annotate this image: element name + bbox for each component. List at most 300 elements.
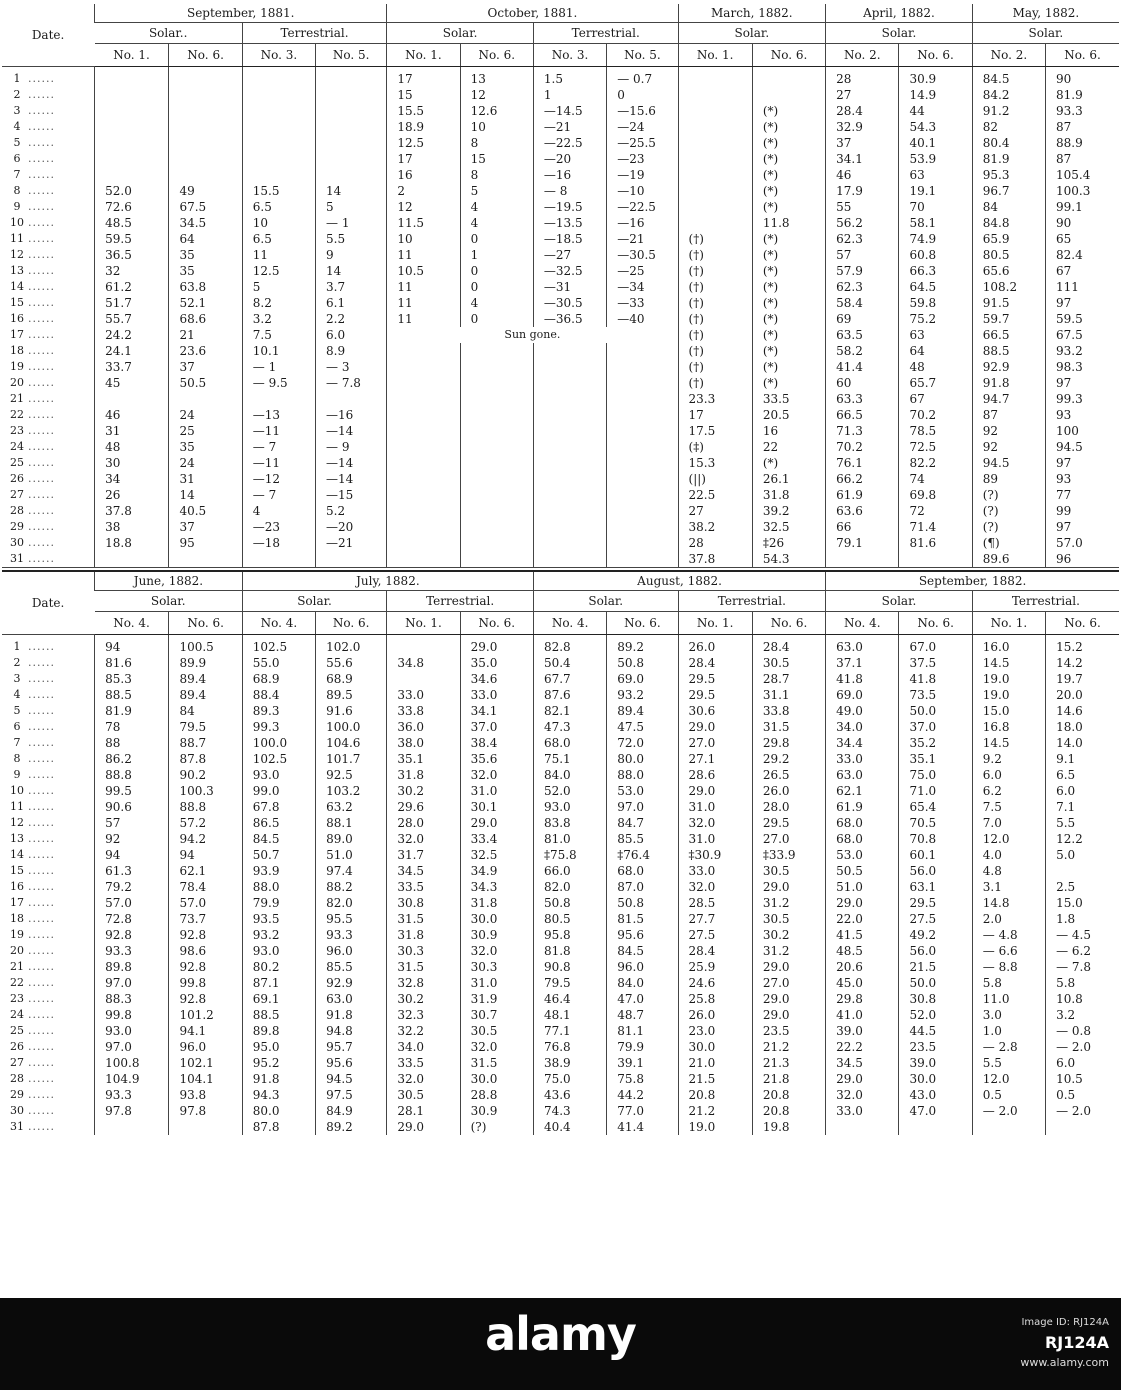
value-cell: [607, 391, 678, 407]
value-cell: 85.5: [607, 831, 678, 847]
value-cell: 41.0: [826, 1007, 899, 1023]
value-cell: [242, 67, 315, 88]
value-cell: —19: [607, 167, 678, 183]
day-number: 22: [10, 408, 24, 421]
value-cell: 84: [972, 199, 1045, 215]
value-cell: 77.0: [607, 1103, 678, 1119]
value-cell: [387, 343, 460, 359]
value-cell: 67.0: [899, 635, 972, 656]
value-cell: 12.0: [972, 831, 1045, 847]
value-cell: 93: [1046, 407, 1119, 423]
date-cell: 9 ......: [2, 767, 95, 783]
value-cell: 30.0: [460, 911, 533, 927]
value-cell: 27.1: [678, 751, 752, 767]
value-cell: (?): [972, 519, 1045, 535]
month-header: August, 1882.: [533, 571, 825, 591]
month-header: July, 1882.: [242, 571, 533, 591]
value-cell: [460, 519, 533, 535]
value-cell: — 2.8: [972, 1039, 1045, 1055]
value-cell: 30.8: [899, 991, 972, 1007]
value-cell: 48.5: [826, 943, 899, 959]
value-cell: ‡26: [752, 535, 825, 551]
value-cell: 10: [460, 119, 533, 135]
value-cell: 91.2: [972, 103, 1045, 119]
value-cell: 63.6: [826, 503, 899, 519]
value-cell: 20.8: [752, 1103, 825, 1119]
table-row: [2, 359, 1119, 375]
value-cell: 31.8: [387, 927, 460, 943]
value-cell: 90: [1046, 215, 1119, 231]
value-cell: —16: [533, 167, 606, 183]
value-cell: 19.0: [972, 687, 1045, 703]
date-cell: 27 ......: [2, 487, 95, 503]
table-row: [2, 879, 1119, 895]
table-row: [2, 551, 1119, 568]
value-cell: — 6.6: [972, 943, 1045, 959]
value-cell: [533, 391, 606, 407]
value-cell: 39.1: [607, 1055, 678, 1071]
value-cell: 57.0: [169, 895, 242, 911]
value-cell: ‡75.8: [533, 847, 606, 863]
value-cell: 52.0: [95, 183, 169, 199]
table-row: [2, 183, 1119, 199]
value-cell: 15.0: [972, 703, 1045, 719]
value-cell: 32.5: [460, 847, 533, 863]
value-cell: 33.8: [752, 703, 825, 719]
value-cell: 33.0: [678, 863, 752, 879]
value-cell: — 4.8: [972, 927, 1045, 943]
value-cell: (†): [678, 311, 752, 327]
value-cell: 99.0: [242, 783, 315, 799]
value-cell: 67: [899, 391, 972, 407]
table-row: [2, 831, 1119, 847]
value-cell: [387, 439, 460, 455]
table-row: [2, 735, 1119, 751]
value-cell: 92.8: [95, 927, 169, 943]
value-cell: 11.8: [752, 215, 825, 231]
table-row: [2, 635, 1119, 656]
value-cell: 0: [460, 311, 533, 327]
value-cell: 41.4: [607, 1119, 678, 1135]
date-cell: 29 ......: [2, 519, 95, 535]
value-cell: 47.0: [899, 1103, 972, 1119]
value-cell: 88.7: [169, 735, 242, 751]
value-cell: 97.5: [316, 1087, 387, 1103]
value-cell: 31.2: [752, 895, 825, 911]
value-cell: 93.3: [316, 927, 387, 943]
value-cell: 18.8: [95, 535, 169, 551]
value-cell: 89.6: [972, 551, 1045, 568]
value-cell: 35.2: [899, 735, 972, 751]
value-cell: 8: [460, 167, 533, 183]
value-cell: [678, 87, 752, 103]
value-cell: 75.1: [533, 751, 606, 767]
value-cell: 29.0: [752, 959, 825, 975]
value-cell: 1.0: [972, 1023, 1045, 1039]
value-cell: 2.5: [1046, 879, 1119, 895]
value-cell: 15.3: [678, 455, 752, 471]
value-cell: 93.9: [242, 863, 315, 879]
day-number: 19: [10, 928, 24, 941]
value-cell: 90.2: [169, 767, 242, 783]
value-cell: 9: [316, 247, 387, 263]
day-number: 17: [10, 896, 24, 909]
value-cell: 32.3: [387, 1007, 460, 1023]
column-header: No. 6.: [752, 612, 825, 635]
value-cell: 75.8: [607, 1071, 678, 1087]
value-cell: [460, 455, 533, 471]
value-cell: 66: [826, 519, 899, 535]
value-cell: 39.0: [826, 1023, 899, 1039]
value-cell: —11: [242, 455, 315, 471]
value-cell: 28.5: [678, 895, 752, 911]
date-cell: 18 ......: [2, 343, 95, 359]
value-cell: 64: [169, 231, 242, 247]
value-cell: 103.2: [316, 783, 387, 799]
value-cell: 7.5: [242, 327, 315, 343]
table-row: [2, 1055, 1119, 1071]
value-cell: 68.6: [169, 311, 242, 327]
value-cell: 99: [1046, 503, 1119, 519]
value-cell: 34.0: [826, 719, 899, 735]
value-cell: 29.0: [752, 991, 825, 1007]
value-cell: —32.5: [533, 263, 606, 279]
value-cell: [387, 359, 460, 375]
day-number: 10: [10, 784, 24, 797]
value-cell: 54.3: [752, 551, 825, 568]
value-cell: 17: [678, 407, 752, 423]
day-number: 4: [13, 120, 21, 133]
value-cell: (?): [972, 487, 1045, 503]
value-cell: 10.5: [387, 263, 460, 279]
value-cell: 95.3: [972, 167, 1045, 183]
table-row: [2, 247, 1119, 263]
value-cell: —22.5: [533, 135, 606, 151]
value-cell: 23.6: [169, 343, 242, 359]
value-cell: 88.8: [95, 767, 169, 783]
value-cell: 57: [95, 815, 169, 831]
column-header: No. 1.: [678, 612, 752, 635]
value-cell: 84: [169, 703, 242, 719]
value-cell: 87.8: [169, 751, 242, 767]
date-cell: 7 ......: [2, 167, 95, 183]
value-cell: 49.2: [899, 927, 972, 943]
date-cell: 4 ......: [2, 687, 95, 703]
value-cell: 35.6: [460, 751, 533, 767]
value-cell: 27.7: [678, 911, 752, 927]
value-cell: 62.3: [826, 231, 899, 247]
column-header: No. 6.: [752, 44, 825, 67]
value-cell: 100.0: [316, 719, 387, 735]
value-cell: [316, 87, 387, 103]
value-cell: 38.4: [460, 735, 533, 751]
value-cell: —12: [242, 471, 315, 487]
table-row: [2, 343, 1119, 359]
value-cell: 8.2: [242, 295, 315, 311]
value-cell: 84.9: [316, 1103, 387, 1119]
value-cell: 7.0: [972, 815, 1045, 831]
column-header: No. 6.: [1046, 612, 1119, 635]
day-number: 8: [13, 752, 21, 765]
value-cell: —11: [242, 423, 315, 439]
value-cell: 89.4: [169, 671, 242, 687]
column-header: No. 1.: [678, 44, 752, 67]
column-header: No. 6.: [169, 612, 242, 635]
value-cell: 90: [1046, 67, 1119, 88]
value-cell: —23: [607, 151, 678, 167]
value-cell: 12.6: [460, 103, 533, 119]
date-cell: 13 ......: [2, 263, 95, 279]
date-cell: 24 ......: [2, 439, 95, 455]
value-cell: 76.1: [826, 455, 899, 471]
value-cell: 89.4: [607, 703, 678, 719]
value-cell: 28.4: [678, 943, 752, 959]
value-cell: 22.0: [826, 911, 899, 927]
value-cell: 14: [316, 183, 387, 199]
value-cell: 57.9: [826, 263, 899, 279]
column-header: No. 3.: [533, 44, 606, 67]
value-cell: [678, 199, 752, 215]
value-cell: 5: [460, 183, 533, 199]
value-cell: — 1: [316, 215, 387, 231]
value-cell: 94.8: [316, 1023, 387, 1039]
value-cell: 26.1: [752, 471, 825, 487]
value-cell: 84.2: [972, 87, 1045, 103]
value-cell: 92.8: [169, 959, 242, 975]
value-cell: 27.0: [752, 975, 825, 991]
value-cell: 31.8: [460, 895, 533, 911]
value-cell: [533, 375, 606, 391]
value-cell: 66.2: [826, 471, 899, 487]
value-cell: 27.5: [678, 927, 752, 943]
value-cell: [460, 359, 533, 375]
value-cell: [169, 119, 242, 135]
value-cell: 31.0: [678, 831, 752, 847]
value-cell: 23.3: [678, 391, 752, 407]
table-row: [2, 687, 1119, 703]
value-cell: 0: [460, 263, 533, 279]
date-cell: 5 ......: [2, 135, 95, 151]
value-cell: [387, 407, 460, 423]
value-cell: [242, 551, 315, 568]
month-header: March, 1882.: [678, 4, 826, 23]
value-cell: 30.0: [460, 1071, 533, 1087]
value-cell: 17.5: [678, 423, 752, 439]
value-cell: 10: [387, 231, 460, 247]
day-number: 3: [13, 672, 21, 685]
value-cell: [607, 487, 678, 503]
value-cell: 61.9: [826, 799, 899, 815]
value-cell: 99.3: [1046, 391, 1119, 407]
value-cell: [607, 359, 678, 375]
value-cell: 5.8: [972, 975, 1045, 991]
value-cell: 41.5: [826, 927, 899, 943]
value-cell: [169, 103, 242, 119]
value-cell: 70.8: [899, 831, 972, 847]
value-cell: 94: [95, 635, 169, 656]
value-cell: 25.8: [678, 991, 752, 1007]
value-cell: 34.4: [826, 735, 899, 751]
value-cell: 10.5: [1046, 1071, 1119, 1087]
value-cell: 29.0: [826, 895, 899, 911]
table-row: [2, 815, 1119, 831]
value-cell: 3.7: [316, 279, 387, 295]
month-header: June, 1882.: [95, 571, 243, 591]
value-cell: [95, 551, 169, 568]
value-cell: [95, 103, 169, 119]
value-cell: —30.5: [607, 247, 678, 263]
value-cell: 80.5: [533, 911, 606, 927]
value-cell: [1046, 863, 1119, 879]
value-cell: 68.0: [826, 831, 899, 847]
table-row: [2, 991, 1119, 1007]
day-number: 31: [10, 552, 24, 565]
value-cell: 6.5: [242, 231, 315, 247]
value-cell: 72: [899, 503, 972, 519]
value-cell: (*): [752, 343, 825, 359]
value-cell: 100: [1046, 423, 1119, 439]
value-cell: [316, 167, 387, 183]
value-cell: 63.3: [826, 391, 899, 407]
value-cell: 11.5: [387, 215, 460, 231]
value-cell: 105.4: [1046, 167, 1119, 183]
value-cell: 41.8: [899, 671, 972, 687]
value-cell: 4: [460, 215, 533, 231]
value-cell: 16: [752, 423, 825, 439]
value-cell: 69.0: [826, 687, 899, 703]
value-cell: 38.9: [533, 1055, 606, 1071]
value-cell: —14: [316, 471, 387, 487]
value-cell: 97.0: [95, 975, 169, 991]
table-row: [2, 407, 1119, 423]
value-cell: 29.5: [678, 671, 752, 687]
value-cell: 21.0: [678, 1055, 752, 1071]
value-cell: 88.9: [1046, 135, 1119, 151]
value-cell: 40.4: [533, 1119, 606, 1135]
date-cell: 21 ......: [2, 959, 95, 975]
value-cell: 12: [460, 87, 533, 103]
value-cell: 78.4: [169, 879, 242, 895]
value-cell: 23.0: [678, 1023, 752, 1039]
day-number: 16: [10, 312, 24, 325]
value-cell: [95, 67, 169, 88]
value-cell: 30.5: [387, 1087, 460, 1103]
group-header: Solar.: [826, 23, 973, 44]
value-cell: 28.6: [678, 767, 752, 783]
value-cell: 21.8: [752, 1071, 825, 1087]
value-cell: [460, 407, 533, 423]
value-cell: —19.5: [533, 199, 606, 215]
value-cell: 104.9: [95, 1071, 169, 1087]
value-cell: 65.7: [899, 375, 972, 391]
value-cell: (†): [678, 263, 752, 279]
value-cell: 37.5: [899, 655, 972, 671]
value-cell: 3.2: [242, 311, 315, 327]
group-header: Terrestrial.: [972, 591, 1119, 612]
value-cell: 24: [169, 407, 242, 423]
value-cell: 50.5: [826, 863, 899, 879]
value-cell: 69.0: [607, 671, 678, 687]
column-header: No. 6.: [607, 612, 678, 635]
value-cell: 37: [169, 359, 242, 375]
date-cell: 23 ......: [2, 991, 95, 1007]
date-cell: 3 ......: [2, 671, 95, 687]
value-cell: [169, 87, 242, 103]
value-cell: 6.5: [242, 199, 315, 215]
value-cell: 63.8: [169, 279, 242, 295]
value-cell: 84.5: [972, 67, 1045, 88]
value-cell: 80.0: [242, 1103, 315, 1119]
value-cell: 32.9: [826, 119, 899, 135]
day-number: 9: [13, 768, 21, 781]
day-number: 28: [10, 504, 24, 517]
value-cell: 93.5: [242, 911, 315, 927]
value-cell: [533, 503, 606, 519]
value-cell: 41.8: [826, 671, 899, 687]
value-cell: [533, 455, 606, 471]
value-cell: 58.2: [826, 343, 899, 359]
value-cell: 100.3: [169, 783, 242, 799]
value-cell: 70.2: [826, 439, 899, 455]
value-cell: 34.5: [169, 215, 242, 231]
value-cell: 98.3: [1046, 359, 1119, 375]
value-cell: 82: [972, 119, 1045, 135]
value-cell: 87: [972, 407, 1045, 423]
table-row: [2, 799, 1119, 815]
value-cell: —15: [316, 487, 387, 503]
value-cell: 30.3: [460, 959, 533, 975]
date-cell: 23 ......: [2, 423, 95, 439]
value-cell: 49.0: [826, 703, 899, 719]
value-cell: —15.6: [607, 103, 678, 119]
value-cell: 58.4: [826, 295, 899, 311]
day-number: 8: [13, 184, 21, 197]
value-cell: 94.1: [169, 1023, 242, 1039]
value-cell: 55: [826, 199, 899, 215]
sun-gone-note: Sun gone.: [387, 327, 678, 343]
value-cell: (†): [678, 327, 752, 343]
value-cell: 48.1: [533, 1007, 606, 1023]
value-cell: 30.9: [460, 927, 533, 943]
value-cell: 81.9: [1046, 87, 1119, 103]
value-cell: 57.2: [169, 815, 242, 831]
group-header: Terrestrial.: [242, 23, 387, 44]
value-cell: 31.5: [387, 959, 460, 975]
day-number: 3: [13, 104, 21, 117]
value-cell: 5.0: [1046, 847, 1119, 863]
value-cell: —10: [607, 183, 678, 199]
value-cell: 75.0: [899, 767, 972, 783]
table-row: [2, 151, 1119, 167]
value-cell: 12: [387, 199, 460, 215]
table-row: [2, 87, 1119, 103]
value-cell: 29.0: [826, 1071, 899, 1087]
value-cell: 44: [899, 103, 972, 119]
value-cell: 89.3: [242, 703, 315, 719]
value-cell: [678, 67, 752, 88]
value-cell: (*): [752, 279, 825, 295]
value-cell: 74: [899, 471, 972, 487]
value-cell: 95.6: [316, 1055, 387, 1071]
value-cell: 25: [169, 423, 242, 439]
table-row: [2, 895, 1119, 911]
value-cell: [387, 423, 460, 439]
value-cell: 0.5: [972, 1087, 1045, 1103]
value-cell: 31.5: [752, 719, 825, 735]
date-cell: 12 ......: [2, 247, 95, 263]
value-cell: [169, 167, 242, 183]
day-number: 14: [10, 280, 24, 293]
